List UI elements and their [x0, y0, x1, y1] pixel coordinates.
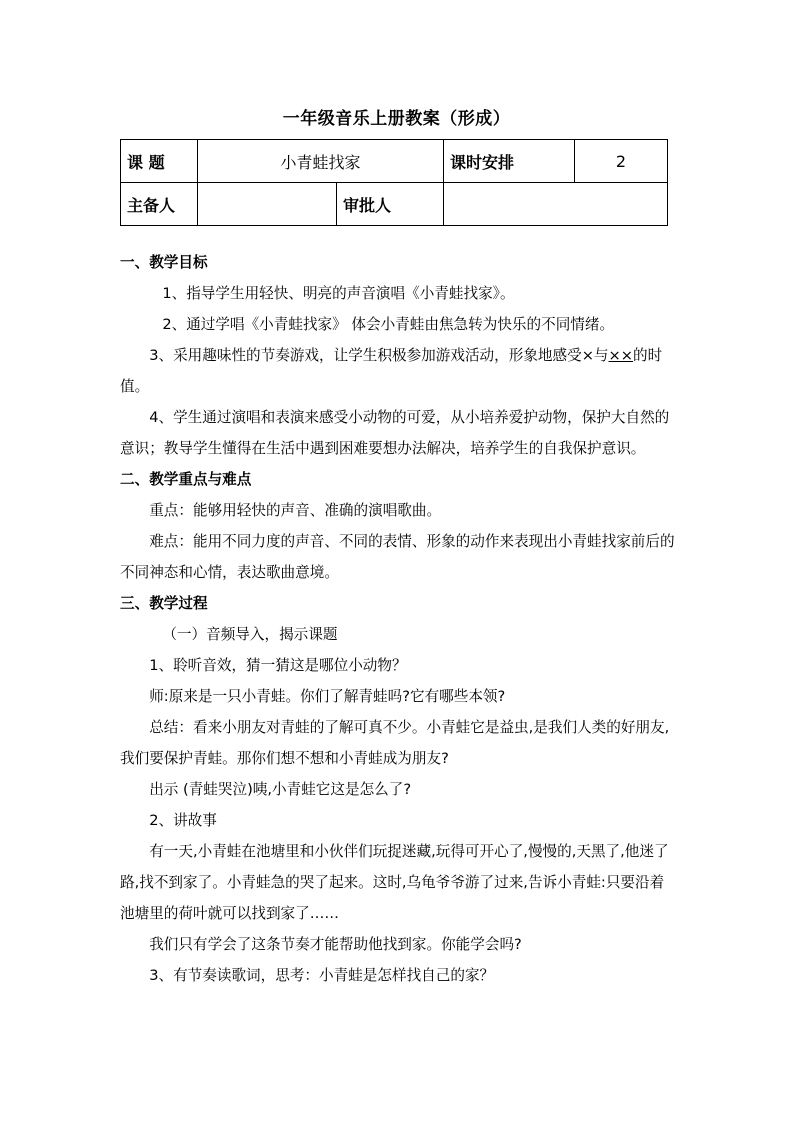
process-line: 2、讲故事 — [149, 812, 217, 829]
hours-value: 2 — [575, 140, 668, 183]
process-line: 3、有节奏读歌词，思考：小青蛙是怎样找自己的家？ — [149, 967, 495, 984]
goal-3 — [120, 340, 675, 402]
goal-1: 1、指导学生用轻快、明亮的声音演唱《小青蛙找家》。 — [162, 285, 515, 302]
lesson-body — [120, 247, 675, 991]
preparer-value — [198, 183, 337, 226]
section-heading-goals: 一、教学目标 — [120, 254, 208, 271]
document-title: 一年级音乐上册教案（形成） — [282, 109, 511, 129]
section-heading-key-points: 二、教学重点与难点 — [120, 471, 252, 488]
goal-3-text: 3、采用趣味性的节奏游戏，让学生积极参加游戏活动，形象地感受×与 — [149, 347, 609, 364]
lesson-value: 小青蛙找家 — [198, 140, 444, 183]
process-line: 师:原来是一只小青蛙。你们了解青蛙吗?它有哪些本领? — [149, 688, 506, 705]
hours-label: 课时安排 — [444, 140, 575, 183]
goal-4: 4、学生通过演唱和表演来感受小动物的可爱，从小培养爱护动物，保护大自然的意识；教导学生懂得在生活中遇到困难要想办法解决，培养学生的自我保护意识。 — [120, 409, 670, 457]
table-row — [121, 140, 668, 183]
process-line: 有一天,小青蛙在池塘里和小伙伴们玩捉迷藏,玩得可开心了,慢慢的,天黑了,他迷了路,找不到家了。小青蛙急的哭了起来。这时,乌龟爷爷游了过来,告诉小青蛙:只要沿着池塘里的荷叶就可以找到家了…… — [120, 843, 669, 922]
preparer-label: 主备人 — [121, 183, 198, 226]
table-row — [121, 183, 668, 226]
lesson-label: 课 题 — [121, 140, 198, 183]
goal-2: 2、通过学唱《小青蛙找家》 体会小青蛙由焦急转为快乐的不同情绪。 — [162, 316, 615, 333]
rhythm-symbol: ×× — [608, 347, 633, 364]
process-line: 我们只有学会了这条节奏才能帮助他找到家。你能学会吗? — [149, 936, 522, 953]
section-heading-process: 三、教学过程 — [120, 595, 208, 612]
difficult-point: 难点：能用不同力度的声音、不同的表情、形象的动作来表现出小青蛙找家前后的不同神态和心情，表达歌曲意境。 — [120, 533, 675, 581]
process-line: 出示 (青蛙哭泣)咦,小青蛙它这是怎么了? — [149, 781, 412, 798]
key-point: 重点：能够用轻快的声音、准确的演唱歌曲。 — [149, 502, 442, 519]
goal-3-tail: 的时值。 — [120, 347, 663, 395]
approver-value — [444, 183, 668, 226]
process-step-1: （一）音频导入，揭示课题 — [162, 626, 338, 643]
lesson-info-table — [120, 139, 668, 226]
process-line: 1、聆听音效，猜一猜这是哪位小动物？ — [149, 657, 407, 674]
process-line: 总结：看来小朋友对青蛙的了解可真不少。小青蛙它是益虫,是我们人类的好朋友,我们要保护青蛙。那你们想不想和小青蛙成为朋友? — [120, 719, 670, 767]
approver-label: 审批人 — [337, 183, 444, 226]
